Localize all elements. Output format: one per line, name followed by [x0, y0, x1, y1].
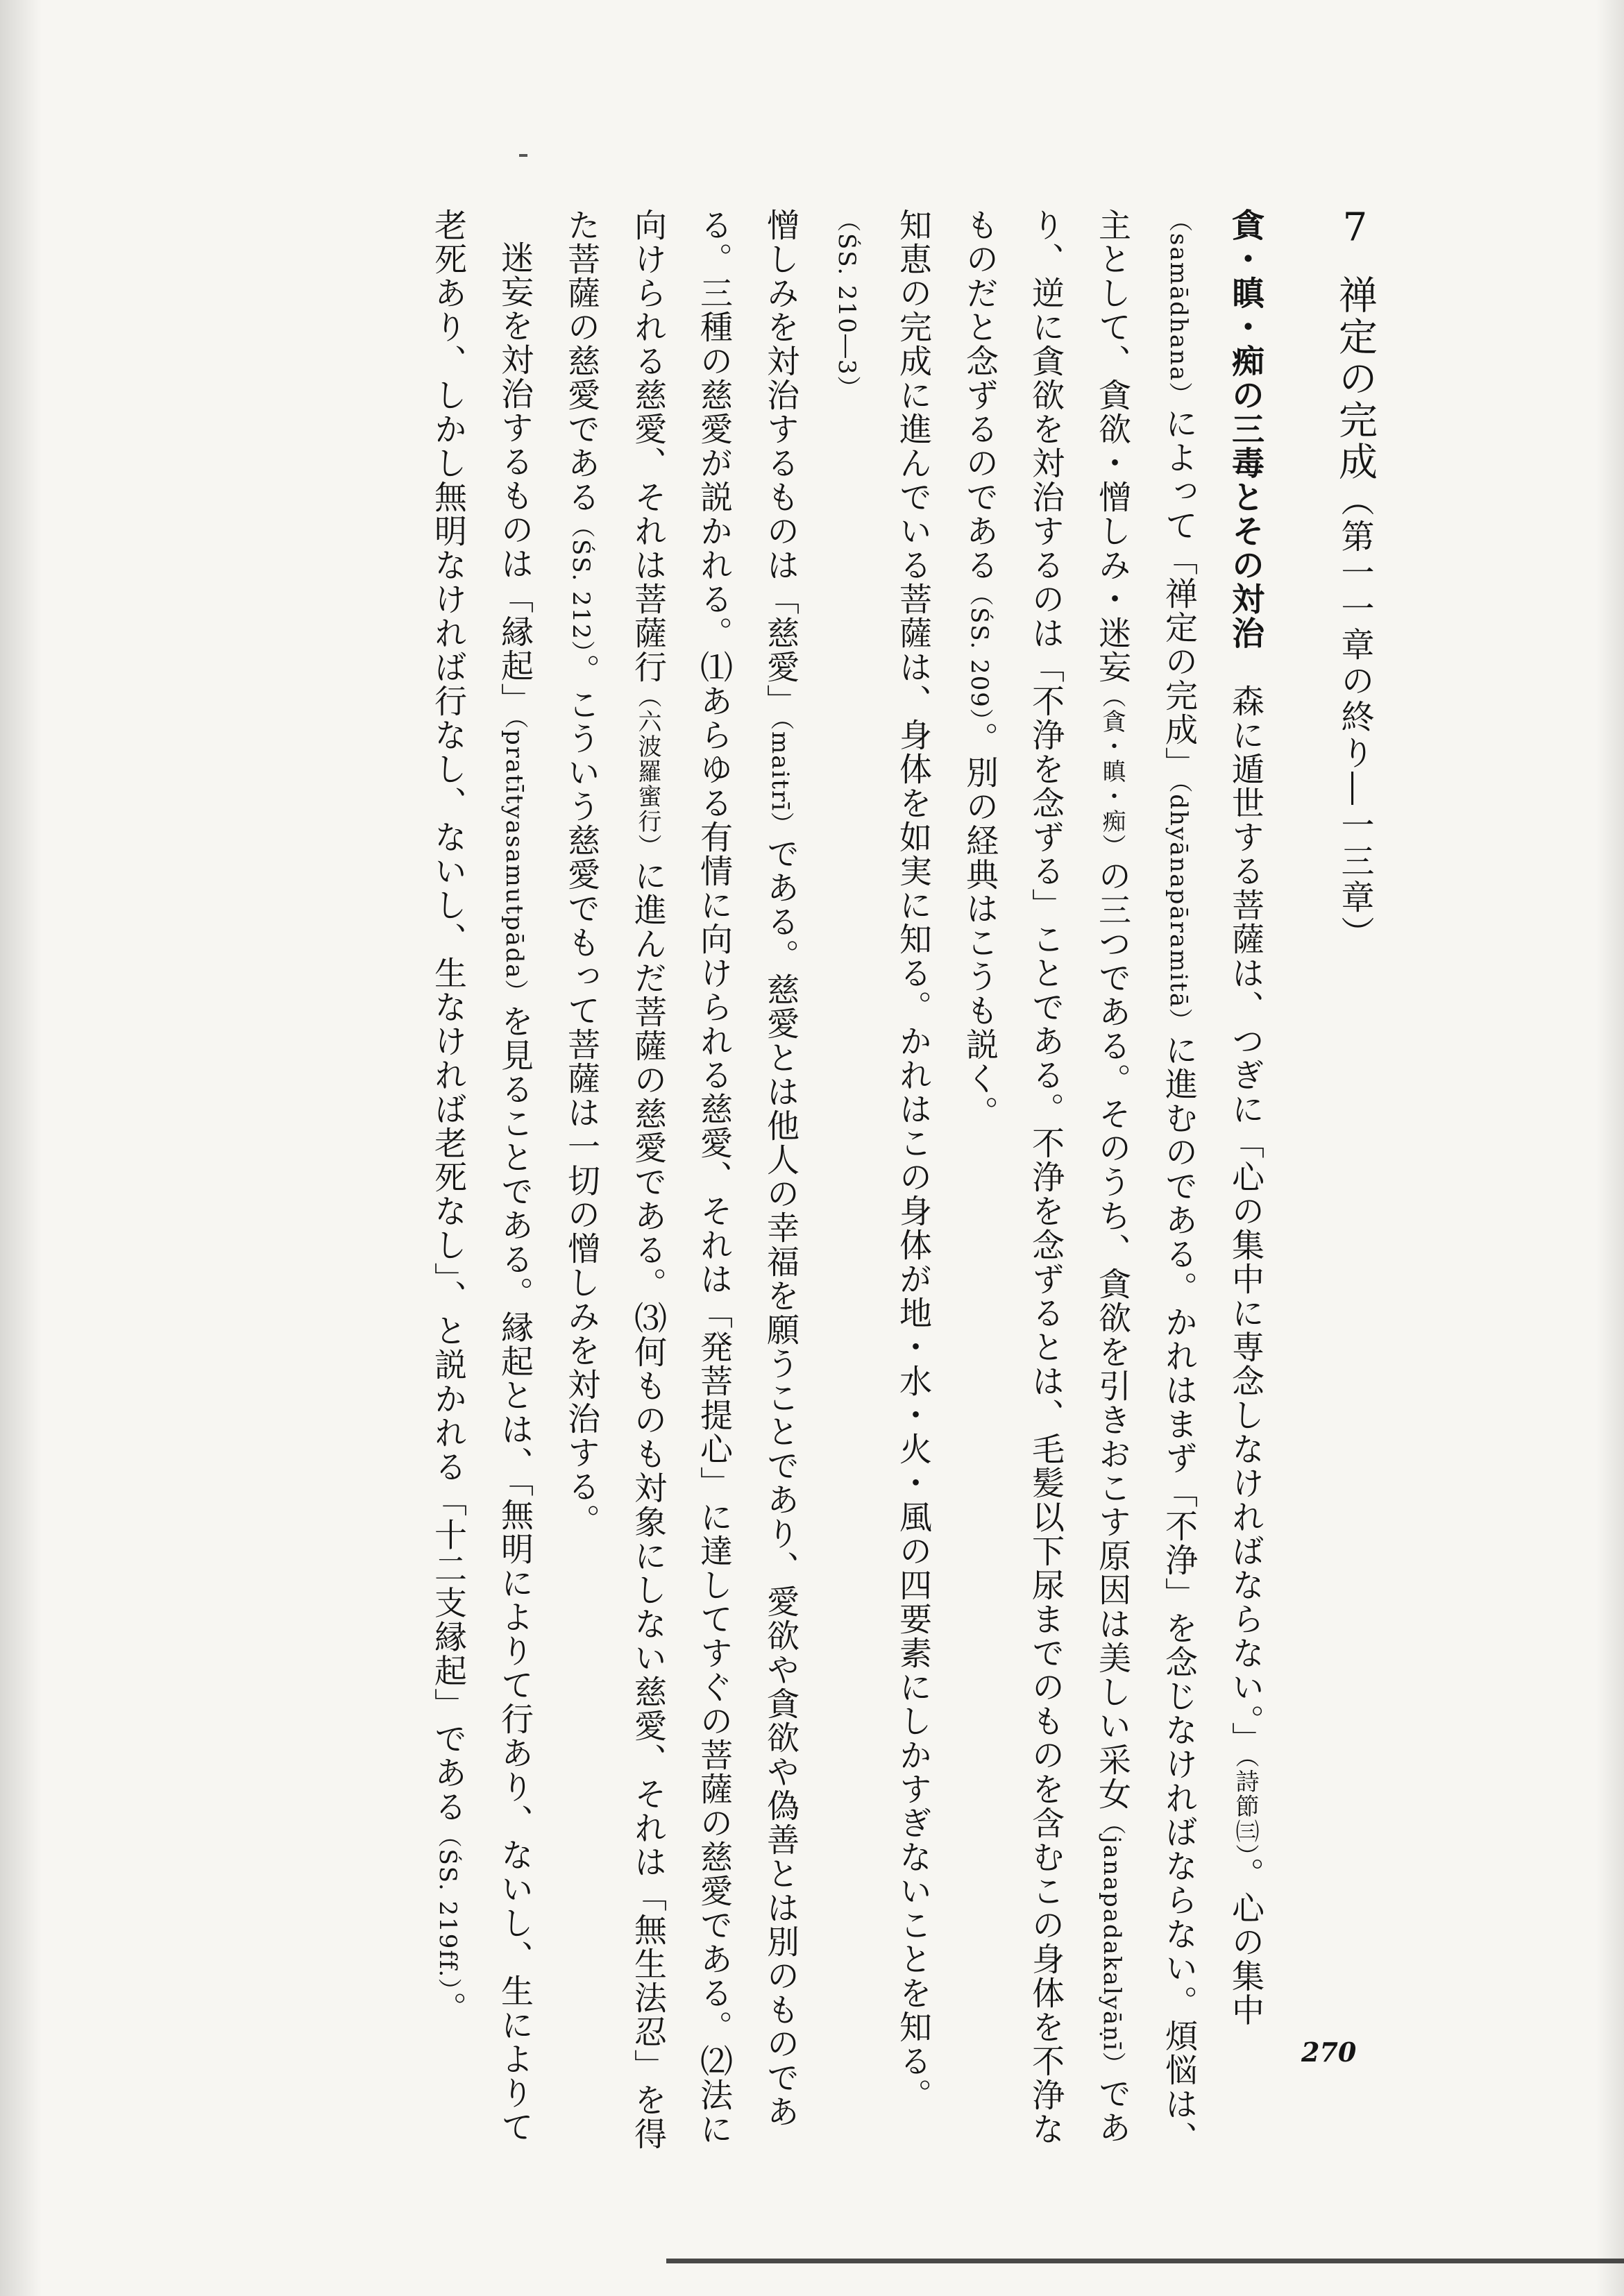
paragraph-dhyana [946, 208, 1278, 2165]
scan-edge-left [0, 0, 42, 2296]
chapter-heading [1321, 208, 1388, 2165]
text-run: 。 [429, 1991, 467, 2026]
text-run: （ŚS. 212） [567, 514, 595, 654]
print-mark [519, 154, 527, 157]
text-run: （pratītyasamutpāda） [500, 717, 528, 1005]
text-run: （詩節㈢） [1231, 1755, 1259, 1857]
text-run: （貪・瞋・痴） [1098, 684, 1126, 859]
chapter-number: 7 [1342, 208, 1368, 247]
scan-edge-right [1596, 0, 1624, 2296]
text-run: によって「禅定の完成」 [1160, 407, 1198, 781]
paragraph-quote [813, 208, 946, 2165]
text-run: に進んだ菩薩の慈愛である。 [629, 859, 667, 1301]
text-run: である。慈愛とは他人の幸福を願うことであり、愛欲や貪欲や偽善とは別のものである。三種の慈愛が説かれる。 [695, 208, 800, 2129]
text-run: （dhyānapāramitā） [1165, 781, 1192, 1034]
text-run: （六波羅蜜行） [634, 684, 661, 859]
text-run: 憎しみを対治するものは「慈愛」 [761, 208, 800, 718]
text-run: 法に向けられる慈愛、それは菩薩行 [629, 208, 733, 2146]
list-marker: ⑶ [629, 1301, 667, 1335]
list-marker: ⑵ [695, 2044, 733, 2078]
text-run: に進むのである。かれはまず「不浄」を念じなければならない。煩悩は、主として、貪欲・憎しみ・迷妄 [1093, 208, 1198, 2156]
text-run: を見ることである。縁起とは、「無明によりて行あり、ないし、生によりて老死あり、しかし無明なければ行なし、ないし、生なければ老死なし」、と説かれる「十二支縁起」である [429, 208, 534, 2145]
text-run: 迷妄を対治するものは「縁起」 [496, 241, 534, 717]
text-run: 何ものも対象にしない慈愛、それは「無生法忍」を得た菩薩の慈愛である [562, 208, 667, 2151]
text-run: 知恵の完成に進んでいる菩薩は、身体を如実に知る。かれはこの身体が地・水・火・風の四要素にしかすぎないことを知る。 [894, 208, 932, 2112]
text-run: （ŚS. 209） [965, 582, 993, 722]
text-run: （ŚS. 219ff.） [434, 1823, 462, 1992]
text-run: 。別の経典はこうも説く。 [961, 721, 999, 1130]
section-heading: 貪・瞋・痴の三毒とその対治 [1226, 208, 1264, 650]
text-run: （janapadakalyāṇī） [1098, 1811, 1126, 2077]
text-run: 。こういう慈愛でもって菩薩は一切の憎しみを対治する。 [562, 653, 600, 1538]
text-run: 森に遁世する菩薩は、つぎに「心の集中に専念しなければならない。」 [1226, 684, 1264, 1756]
vertical-text-body [414, 208, 1388, 2165]
chapter-title: 禅定の完成 [1333, 275, 1378, 483]
text-run: 。心の集中 [1226, 1857, 1264, 2027]
paragraph-pratitya [414, 208, 548, 2165]
chapter-subtitle: （第一一章の終り―一三章） [1335, 483, 1374, 952]
page-number: 270 [1301, 2036, 1357, 2068]
text-run: （maitrī） [766, 718, 794, 837]
text-run: あらゆる有情に向けられる慈愛、それは「発菩提心」に達してすぐの菩薩の慈愛である。 [695, 684, 733, 2044]
list-marker: ⑴ [695, 650, 733, 684]
text-run: であり、逆に貪欲を対治するのは「不浄を念ずる」ことである。不浄を念ずるとは、毛髪以下尿までのものを含むこの身体を不浄なものだと念ずるのである [961, 208, 1131, 2146]
text-run: の三つである。そのうち、貪欲を引きおこす原因は美しい采女 [1093, 859, 1131, 1811]
text-run: （samādhana） [1165, 208, 1192, 407]
paragraph-maitri [548, 208, 813, 2165]
text-run: （ŚS. 210―3） [833, 208, 861, 401]
bottom-rule [666, 2259, 1624, 2263]
